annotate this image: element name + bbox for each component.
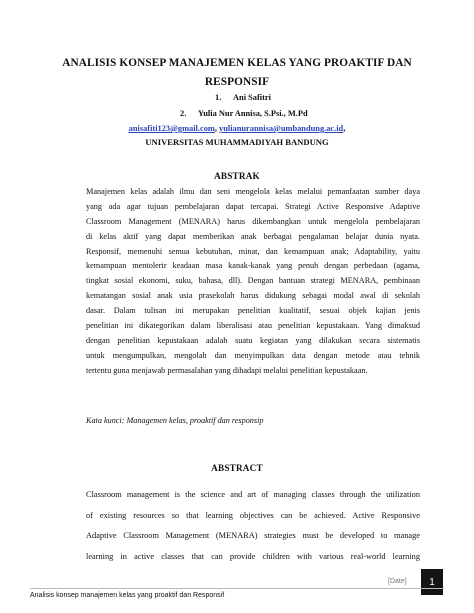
abstrak-heading: ABSTRAK [214,171,260,181]
abstract-heading: ABSTRACT [211,463,263,473]
abstrak-line: Classroom Management (MENARA) harus dikembangkan untuk mengelola pembelajaran [86,216,420,226]
footer-divider [30,588,444,589]
abstrak-body [86,185,420,379]
abstrak-line: Manajemen kelas adalah ilmu dan seni mengelola kelas melalui pemanfaatan sumber daya [86,187,420,196]
author-name: Yulia Nur Annisa, S.Psi., M.Pd [198,109,308,118]
title-line-1: ANALISIS KONSEP MANAJEMEN KELAS YANG PROAKTIF DAN [62,57,412,69]
abstract-line: learning in active classes that can provide children with various real-world learning [86,551,420,561]
email-link-1[interactable]: anisafiti123@gmail.com [128,124,215,133]
abstrak-line: penelitian ini dikategorikan dalam liberalisasi atau penelitian kepustakaan. Yang dimaksud [86,321,420,331]
paper-title [40,54,434,91]
abstrak-line: dasar. Dalam tulisan ini merupakan penelitian kualitatif, sesuai objek kajian jenis [86,306,420,316]
abstrak-line: yang ada agar tujuan pembelajaran dapat tercapai. Strategi Active Responsive Adaptive [86,201,420,211]
abstrak-line: untuk mengumpulkan, mengolah dan menyimpulkan data dengan metode atau tehnik [86,350,420,360]
author-item [180,109,308,118]
author-emails [0,124,474,133]
author-item [215,93,271,102]
author-number: 1. [215,93,222,102]
abstrak-line: dengan penelitian kepustakaan adalah suatu kegiatan yang dilakukan secara sistematis [86,335,420,345]
abstrak-line: di kelas aktif yang dapat memberikan anak berbagai pengalaman belajar dunia nyata. [86,231,420,241]
author-name: Ani Safitri [233,93,271,102]
email-separator: , [214,124,220,133]
abstrak-line: Responsif, memenuhi semua kebutuhan, minat, dan kemampuan anak; Adaptability, yaitu [86,246,420,256]
abstract-line: Adaptive Classroom Management (MENARA) strategies must be developed to manage [86,531,420,540]
abstract-line: Classroom management is the science and art of managing classes through the utilization [86,490,420,499]
abstract-body [86,485,420,567]
page-number-badge [421,569,443,595]
abstrak-line: kematangan sosial anak usia prasekolah harus didukung sebagai modal awal di sekolah [86,291,420,301]
abstract-line: of existing resources so that learning objectives can be achieved. Active Responsive [86,510,420,520]
abstrak-line: tingkat sosial ekonomi, suku, bahasa, dll). Dengan bantuan strategi MENARA, pembinaan [86,276,420,286]
title-line-2: RESPONSIF [204,76,270,88]
email-link-2[interactable]: yulianurannisa@umbandung.ac.id [219,124,344,133]
abstrak-line: kemampuan mentolerir keadaan masa kanak-kanak yang penuh dengan perbedaan (agama, [86,261,420,271]
author-number: 2. [180,109,187,118]
page-number: 1 [429,576,435,588]
abstrak-line: tertentu guna menjawab permasalahan yang dihadapi melalui penelitian kepustakaan. [86,365,368,375]
footer-date: [Date] [388,578,407,585]
footer-title: Analisis konsep manajemen kelas yang proaktif dan Responsif [30,592,225,599]
affiliation: UNIVERSITAS MUHAMMADIYAH BANDUNG [145,137,329,147]
email-trailing: , [343,124,346,133]
keywords: Kata kunci: Managemen kelas, proaktif dan responsip [86,416,264,425]
